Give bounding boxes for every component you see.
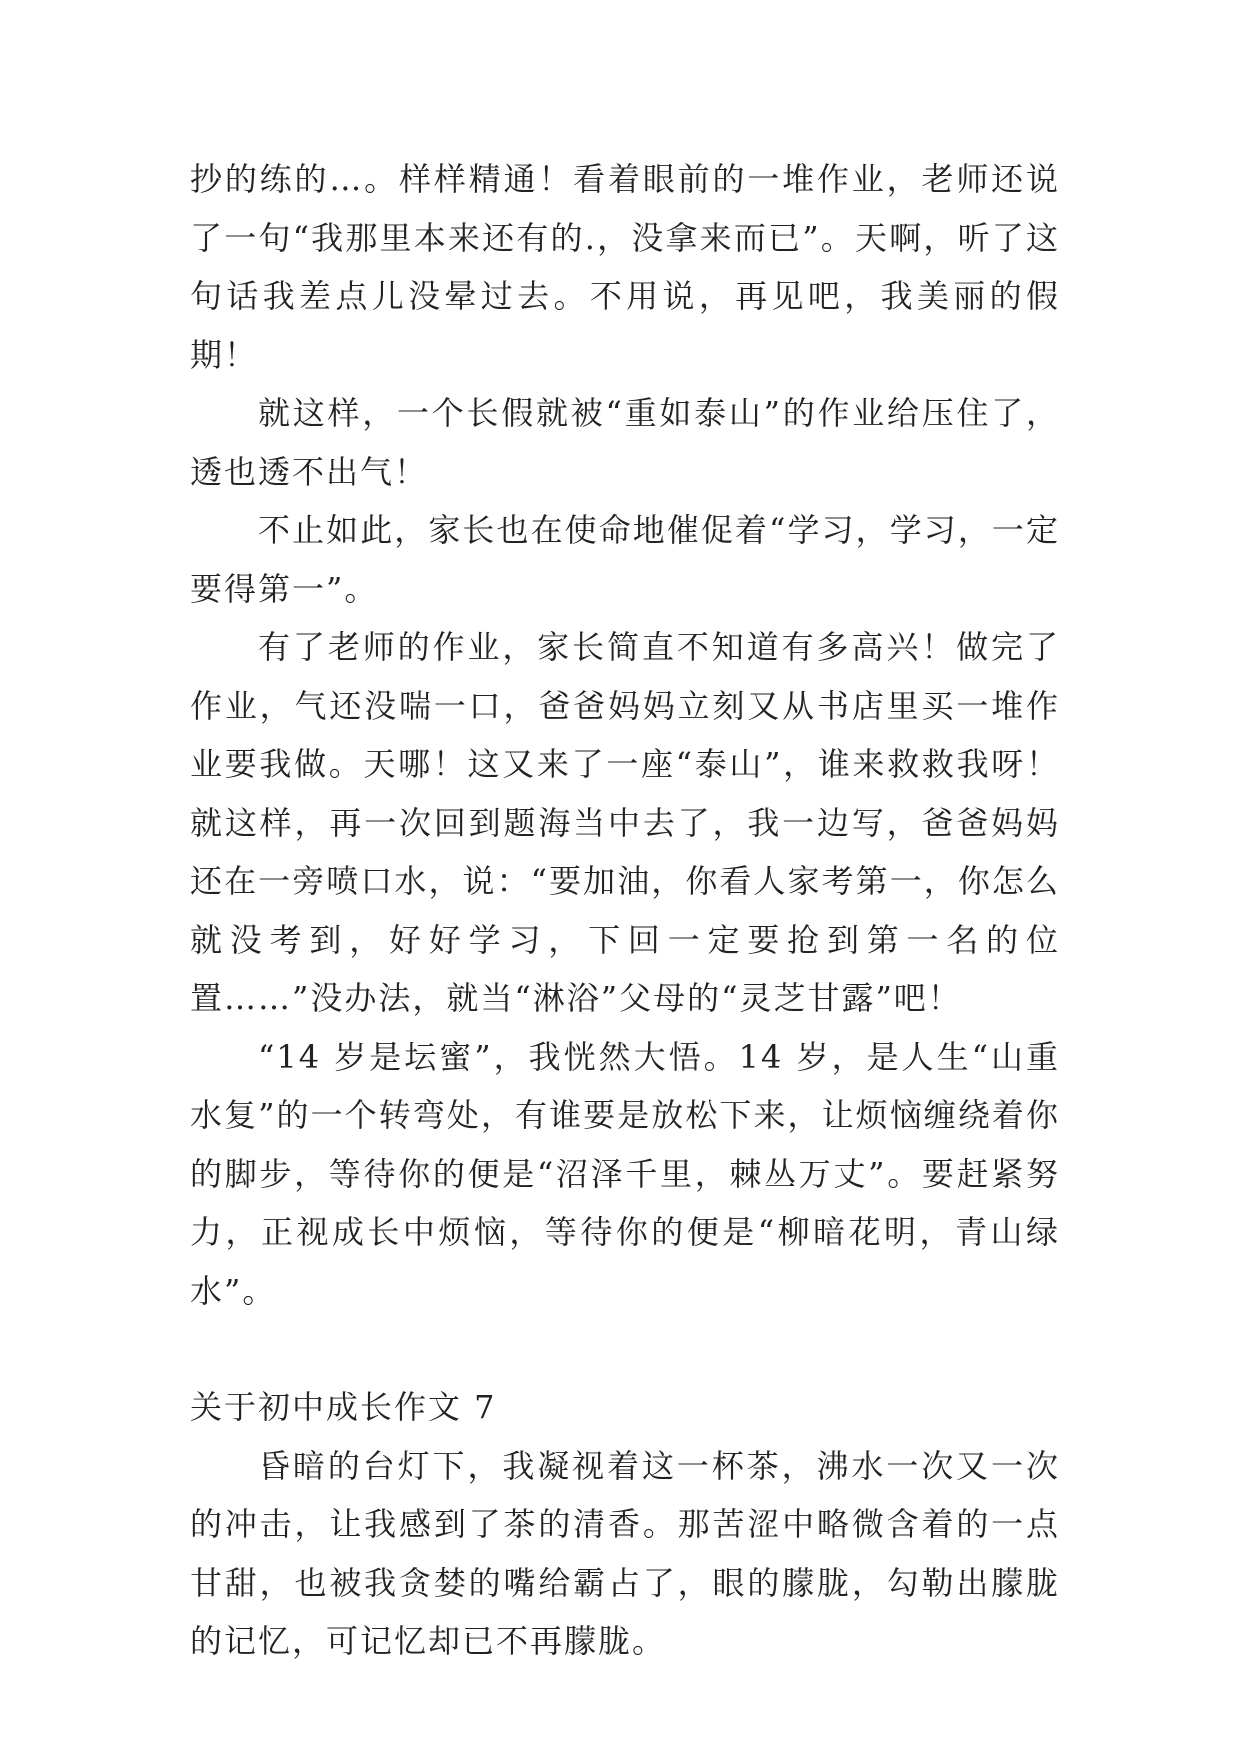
paragraph: 就这样，一个长假就被“重如泰山”的作业给压住了，透也透不出气！ [190,394,1060,491]
paragraph: 不止如此，家长也在使命地催促着“学习，学习，一定要得第一”。 [190,511,1060,608]
section-title: 关于初中成长作文 7 [190,1388,497,1426]
paragraph: 昏暗的台灯下，我凝视着这一杯茶，沸水一次又一次的冲击，让我感到了茶的清香。那苦涩中略微含着的一点甘甜，也被我贪婪的嘴给霸占了，眼的朦胧，勾勒出朦胧的记忆，可记忆却已不再朦胧。 [190,1446,1060,1660]
paragraph: 有了老师的作业，家长简直不知道有多高兴！做完了作业，气还没喘一口，爸爸妈妈立刻又从书店里买一堆作业要我做。天哪！这又来了一座“泰山”，谁来救救我呀！就这样，再一次回到题海当中去了，我一边写，爸爸妈妈还在一旁喷口水，说：“要加油，你看人家考第一，你怎么就没考到，好好学习，下回一定要抢到第一名的位置……”没办法，就当“淋浴”父母的“灵芝甘露”吧！ [190,628,1060,1017]
paragraph: “14 岁是坛蜜”，我恍然大悟。14 岁，是人生“山重水复”的一个转弯处，有谁要是放松下来，让烦恼缠绕着你的脚步，等待你的便是“沼泽千里，棘丛万丈”。要赶紧努力，正视成长中烦恼，等待你的便是“柳暗花明，青山绿水”。 [190,1037,1060,1310]
essay-body [190,150,1060,1671]
paragraph-continuation: 抄的练的…。样样精通！看着眼前的一堆作业，老师还说了一句“我那里本来还有的.，没拿来而已”。天啊，听了这句话我差点儿没晕过去。不用说，再见吧，我美丽的假期！ [190,160,1060,374]
